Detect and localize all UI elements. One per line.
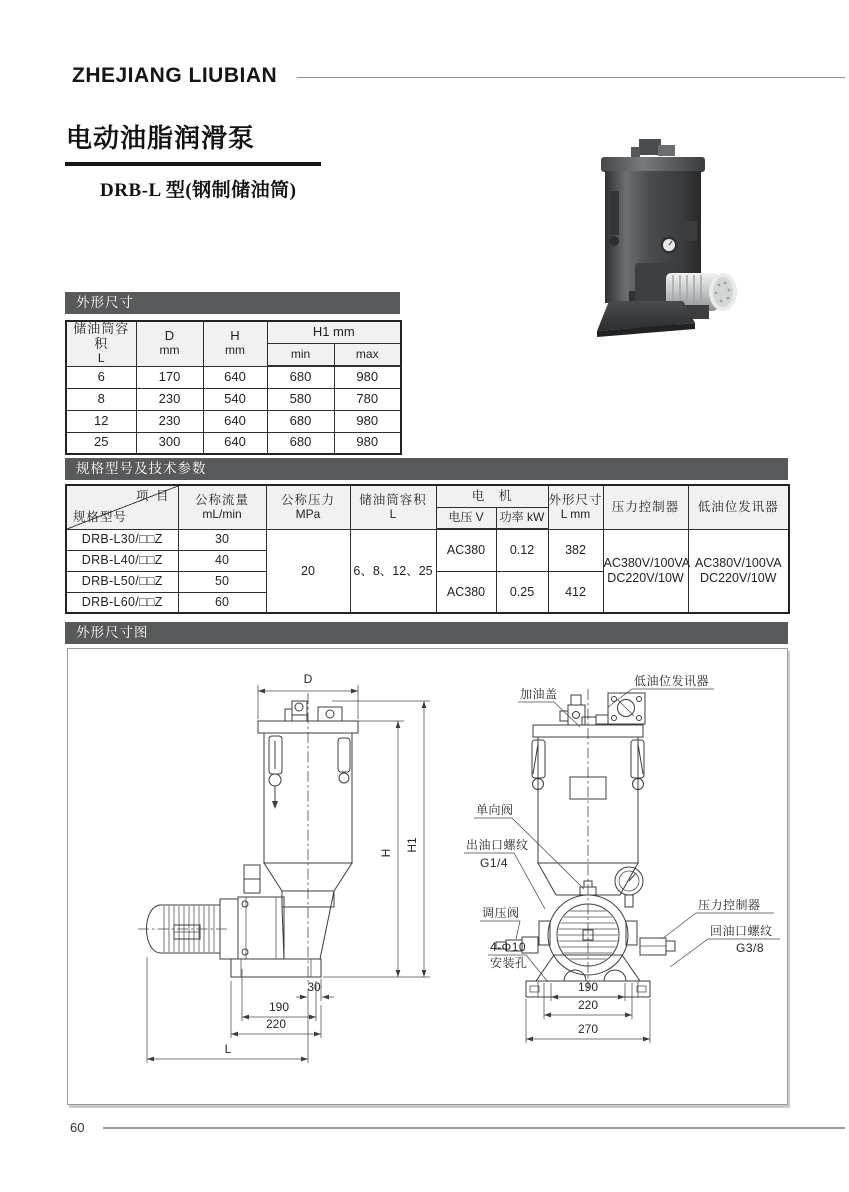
page-subtitle: DRB-L 型(钢制储油筒) [100, 180, 297, 201]
controller-value-line1: AC380V/100VA [603, 556, 691, 571]
dim-label-270: 270 [577, 1022, 599, 1036]
table-row [66, 432, 401, 454]
size-unit: L mm [560, 506, 591, 521]
dim-label-h1: H1 [405, 837, 419, 853]
size-cell: 382 [548, 529, 603, 571]
model-cell: DRB-L30/□□Z [66, 529, 178, 550]
cell: 25 [66, 432, 136, 454]
model-cell: DRB-L40/□□Z [66, 550, 178, 571]
label-mount-holes: 4-Φ10 [490, 940, 527, 954]
pump-photo-illustration [563, 133, 788, 338]
dim-col-capacity-label: 储油筒容积 [73, 321, 130, 351]
flow-label: 公称流量 [194, 493, 249, 508]
cell: 780 [334, 388, 401, 410]
flow-cell: 60 [178, 592, 266, 613]
dim-label-220: 220 [265, 1017, 287, 1031]
spec-col-capacity [350, 485, 436, 529]
dimension-table [65, 320, 402, 455]
label-return-thread-size: G3/8 [736, 941, 765, 955]
spec-col-size [548, 485, 603, 529]
size-label: 外形尺寸 [548, 493, 603, 508]
cell: 170 [136, 366, 203, 388]
pressure-cell: 20 [266, 529, 350, 613]
table-row [66, 410, 401, 432]
section-heading-specs: 规格型号及技术参数 [65, 458, 788, 480]
flow-unit: mL/min [202, 506, 242, 521]
sensor-value-line2: DC220V/10W [700, 570, 777, 585]
dim-label-h: H [379, 848, 393, 858]
controller-value-line2: DC220V/10W [607, 570, 684, 585]
spec-col-pressure [266, 485, 350, 529]
label-outlet-thread-size: G1/4 [480, 856, 509, 870]
section-heading-drawing: 外形尺寸图 [65, 622, 788, 644]
cell: 12 [66, 410, 136, 432]
voltage-cell: AC380 [436, 571, 496, 613]
cell: 300 [136, 432, 203, 454]
cell: 6 [66, 366, 136, 388]
brand-name: ZHEJIANG LIUBIAN [72, 64, 278, 87]
flow-cell: 30 [178, 529, 266, 550]
dim-col-h-label: H [230, 328, 240, 344]
brand-rule [297, 77, 845, 78]
label-regulator-valve: 调压阀 [482, 906, 520, 920]
label-low-oil-sensor: 低油位发讯器 [634, 674, 710, 688]
model-cell: DRB-L50/□□Z [66, 571, 178, 592]
pressure-unit: MPa [295, 506, 321, 521]
section-heading-dimensions: 外形尺寸 [65, 292, 400, 314]
product-photo [563, 133, 788, 338]
cell: 980 [334, 432, 401, 454]
dim-col-h [203, 321, 267, 366]
dim-label-220: 220 [577, 998, 599, 1012]
dim-col-d [136, 321, 203, 366]
cell: 980 [334, 366, 401, 388]
size-cell: 412 [548, 571, 603, 613]
dim-col-d-unit: mm [159, 343, 180, 358]
spec-col-voltage: 电压 V [436, 508, 496, 530]
title-block [65, 118, 321, 202]
spec-col-power: 功率 kW [496, 508, 548, 530]
dim-label-d: D [303, 672, 313, 686]
controller-cell [603, 529, 691, 613]
outline-drawing-box [67, 648, 788, 1105]
spec-col-sensor: 低油位发讯器 [688, 485, 789, 529]
dim-label-190: 190 [268, 1000, 290, 1014]
sensor-value-line1: AC380V/100VA [694, 556, 782, 571]
table-row [66, 366, 401, 388]
label-return-thread: 回油口螺纹 [710, 924, 773, 938]
spec-col-controller: 压力控制器 [603, 485, 688, 529]
capacity-cell: 6、8、12、25 [350, 529, 436, 613]
spec-col-motor: 电 机 [436, 485, 548, 508]
cell: 640 [203, 432, 267, 454]
dim-col-h1-max: max [334, 344, 401, 367]
label-check-valve: 单向阀 [476, 803, 514, 817]
page-title: 电动油脂润滑泵 [65, 118, 321, 166]
cell: 680 [267, 410, 334, 432]
cell: 980 [334, 410, 401, 432]
cell: 680 [267, 432, 334, 454]
dim-col-capacity [66, 321, 136, 366]
power-cell: 0.12 [496, 529, 548, 571]
table-row [66, 529, 789, 550]
footer-rule [103, 1127, 845, 1129]
cell: 640 [203, 410, 267, 432]
diag-top-label: 项 目 [136, 489, 171, 503]
sensor-cell [688, 529, 789, 613]
dim-col-h-unit: mm [225, 343, 245, 358]
cell: 230 [136, 388, 203, 410]
dim-col-capacity-unit: L [97, 350, 105, 365]
dim-col-h1: H1 mm [267, 321, 401, 344]
cell: 540 [203, 388, 267, 410]
label-outlet-thread: 出油口螺纹 [466, 838, 529, 852]
dim-col-d-label: D [164, 328, 175, 344]
dim-label-190: 190 [577, 980, 599, 994]
table-row [66, 388, 401, 410]
outline-drawing [68, 649, 787, 1104]
model-cell: DRB-L60/□□Z [66, 592, 178, 613]
label-pressure-controller: 压力控制器 [698, 898, 761, 912]
voltage-cell: AC380 [436, 529, 496, 571]
cell: 230 [136, 410, 203, 432]
label-fill-cap: 加油盖 [520, 687, 558, 701]
power-cell: 0.25 [496, 571, 548, 613]
spec-table [65, 484, 790, 614]
cell: 8 [66, 388, 136, 410]
brand-header [72, 64, 845, 88]
spec-diagonal-header [66, 485, 178, 529]
cell: 580 [267, 388, 334, 410]
pressure-label: 公称压力 [280, 493, 335, 508]
flow-cell: 40 [178, 550, 266, 571]
page-number: 60 [70, 1120, 85, 1135]
label-mount-holes-2: 安装孔 [490, 956, 528, 970]
dim-label-30: 30 [307, 980, 321, 994]
cell: 640 [203, 366, 267, 388]
dim-label-l: L [224, 1042, 232, 1056]
spec-col-flow [178, 485, 266, 529]
capacity-label: 储油筒容积 [359, 493, 427, 508]
cell: 680 [267, 366, 334, 388]
flow-cell: 50 [178, 571, 266, 592]
front-view-drawing [464, 673, 780, 1043]
capacity-unit: L [389, 506, 397, 521]
side-view-drawing [138, 672, 430, 1063]
diag-bottom-label: 规格型号 [73, 510, 128, 525]
dim-col-h1-min: min [267, 344, 334, 367]
